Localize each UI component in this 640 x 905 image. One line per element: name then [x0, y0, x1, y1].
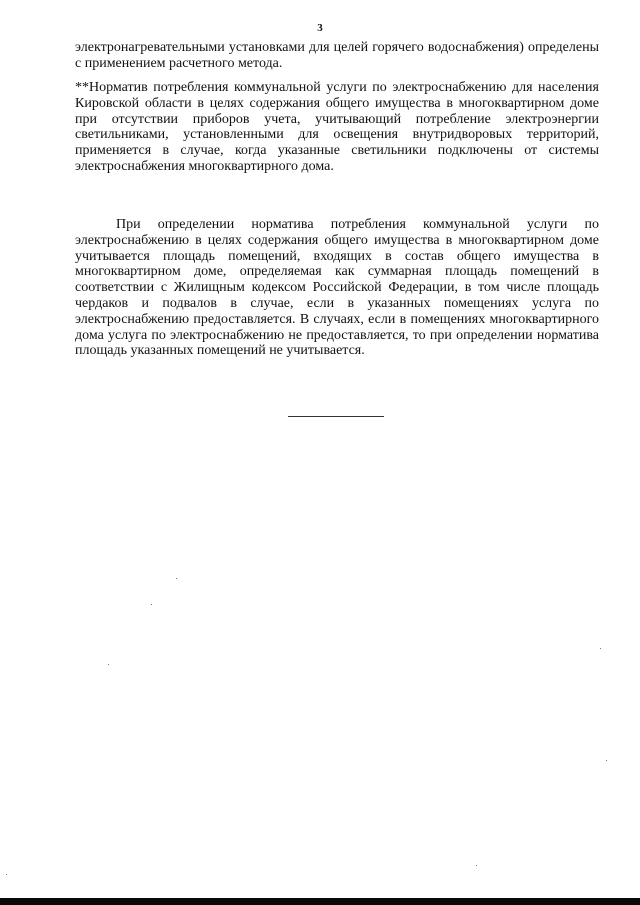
scan-speck [151, 604, 152, 605]
scan-speck [476, 865, 477, 866]
scan-speck [600, 648, 601, 649]
scan-speck [6, 874, 7, 875]
footnote-paragraph: **Норматив потребления коммунальной услуги по электроснабжению для населения Кировской области в целях содержания общего имущества в многоквартирном доме при отсутствии приборов учета, учитывающий потребление электроэнергии светильниками, установленными для освещения внутридворовых территорий, применяется в случае, когда указанные светильники подключены от системы электроснабжения многоквартирного дома. [75, 80, 599, 174]
paragraph-continuation: электронагревательными установками для целей горячего водоснабжения) определены с применением расчетного метода. [75, 40, 599, 71]
page-number: 3 [317, 22, 323, 34]
scan-bottom-bar [0, 898, 640, 905]
scan-speck [108, 664, 109, 665]
body-paragraph: При определении норматива потребления коммунальной услуги по электроснабжению в целях содержания общего имущества в многоквартирном доме учитывается площадь помещений, входящих в состав общего имущества в многоквартирном доме, определяемая как суммарная площадь помещений в соответствии с Жилищным кодексом Российской Федерации, в том числе площадь чердаков и подвалов в случае, если в указанных помещениях услуга по электроснабжению предоставляется. В случаях, если в помещениях многоквартирного дома услуга по электроснабжению не предоставляется, то при определении норматива площадь указанных помещений не учитывается. [75, 217, 599, 359]
separator-line [288, 416, 384, 417]
scan-speck [176, 578, 177, 579]
scan-speck [606, 760, 607, 761]
